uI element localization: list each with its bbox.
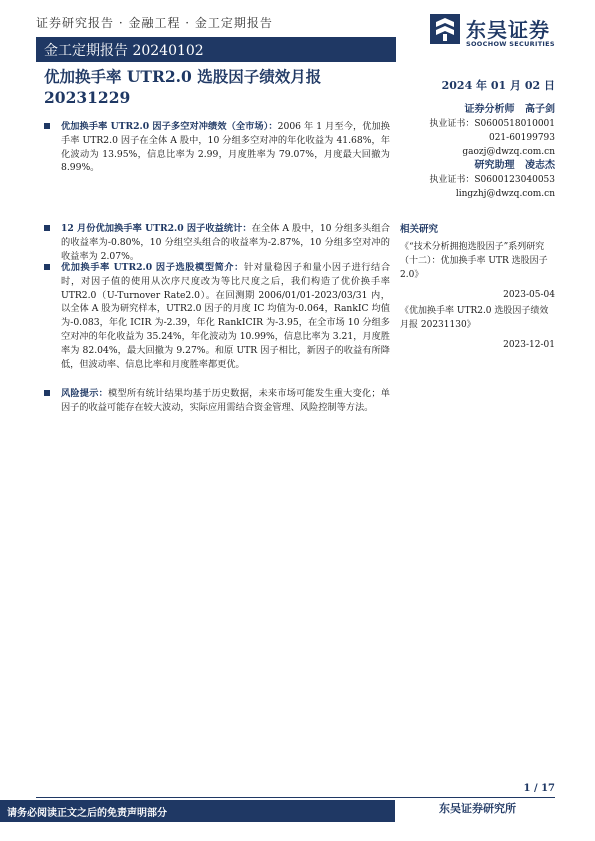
sidebar — [400, 103, 555, 352]
analyst-cert: 执业证书：S0600518010001 — [429, 119, 555, 129]
summary-paragraph-3 — [44, 261, 390, 371]
analyst-2-header — [400, 159, 555, 173]
paragraph-lead: 12 月份优加换手率 UTR2.0 因子收益统计： — [61, 223, 252, 234]
analyst-email[interactable]: gaozj@dwzq.com.cn — [462, 147, 555, 157]
paragraph-lead: 优加换手率 UTR2.0 因子选股模型简介： — [61, 262, 244, 273]
analyst-role: 证券分析师 — [464, 104, 515, 115]
analyst-phone: 021-60199793 — [488, 133, 555, 143]
paragraph-lead: 优加换手率 UTR2.0 因子多空对冲绩效（全市场）： — [61, 121, 278, 132]
paragraph-lead: 风险提示： — [61, 388, 109, 399]
report-title: 优加换手率 UTR2.0 选股因子绩效月报 20231229 — [44, 67, 322, 107]
summary-paragraph-2 — [44, 222, 390, 263]
related-research-heading: 相关研究 — [400, 224, 439, 235]
page-number: 1 / 17 — [523, 783, 555, 794]
report-type-label: 金工定期报告 20240102 — [44, 43, 204, 59]
analyst-name: 高子剑 — [525, 104, 555, 115]
related-date-1: 2023-05-04 — [503, 290, 555, 300]
logo-english-text: SOOCHOW SECURITIES — [466, 40, 555, 48]
soochow-logo-icon — [430, 14, 460, 44]
analyst-role: 研究助理 — [474, 160, 515, 171]
footer-divider — [36, 797, 555, 798]
analyst-1-header — [400, 103, 555, 117]
disclaimer-text: 请务必阅读正文之后的免责声明部分 — [7, 808, 167, 819]
bullet-square-icon — [44, 123, 50, 129]
bullet-square-icon — [44, 264, 50, 270]
summary-paragraph-4 — [44, 387, 390, 415]
related-item-2[interactable]: 《优加换手率 UTR2.0 选股因子绩效月报 20231130》 — [400, 306, 549, 330]
bullet-square-icon — [44, 390, 50, 396]
analyst-cert: 执业证书：S0600123040053 — [429, 175, 555, 185]
footer-company: 东吴证券研究所 — [439, 802, 516, 815]
summary-paragraph-1 — [44, 120, 390, 175]
bullet-square-icon — [44, 225, 50, 231]
analyst-email[interactable]: lingzhj@dwzq.com.cn — [455, 189, 555, 199]
paragraph-text: 针对量稳因子和量小因子进行结合时，对因子值的使用从次序尺度改为等比尺度之后，我们构造了优价换手率 UTR2.0（U-Turnover Rate2.0）。在回测期 2006/01/01-2023/03/31 内，以全体 A 股为研究样本，UTR2.0 因子的月度 IC 均值为-0.064，RankIC 均值为-0.083，年化 ICIR 为-2.39，年化 RankICIR 为-3.95，在全市场 10 分组多空对冲的年化收益为 35.24%，年化波动为 10.99%，信息比率为 3.21，月度胜率为 82.04%，最大回撤为 9.27%。和原 UTR 因子相比，新因子的收益有所降低，但波动率、信息比率和月度胜率都更优。 — [61, 262, 391, 370]
report-date: 2024 年 01 月 02 日 — [441, 79, 555, 92]
analyst-name: 凌志杰 — [525, 160, 555, 171]
paragraph-text: 2006 年 1 月至今，优加换手率 UTR2.0 因子在全体 A 股中，10 分组多空对冲的年化收益为 41.68%，年化波动为 13.95%，信息比率为 2.99，月度胜率为 79.07%，月度最大回撤为 8.99%。 — [61, 121, 390, 174]
logo-chinese-text: 东吴证券 — [466, 18, 550, 42]
report-category: 证券研究报告 · 金融工程 · 金工定期报告 — [36, 16, 273, 30]
paragraph-text: 模型所有统计结果均基于历史数据，未来市场可能发生重大变化；单因子的收益可能存在较大波动，实际应用需结合资金管理、风险控制等方法。 — [61, 388, 390, 413]
paragraph-text: 在全体 A 股中，10 分组多头组合的收益率为-0.80%，10 分组空头组合的收益率为-2.87%，10 分组多空对冲的收益率为 2.07%。 — [61, 223, 390, 262]
related-date-2: 2023-12-01 — [503, 340, 555, 350]
related-item-1[interactable]: 《“技术分析拥抱选股因子”系列研究（十二）：优加换手率 UTR 选股因子 2.0》 — [400, 242, 548, 280]
company-logo — [430, 12, 560, 56]
